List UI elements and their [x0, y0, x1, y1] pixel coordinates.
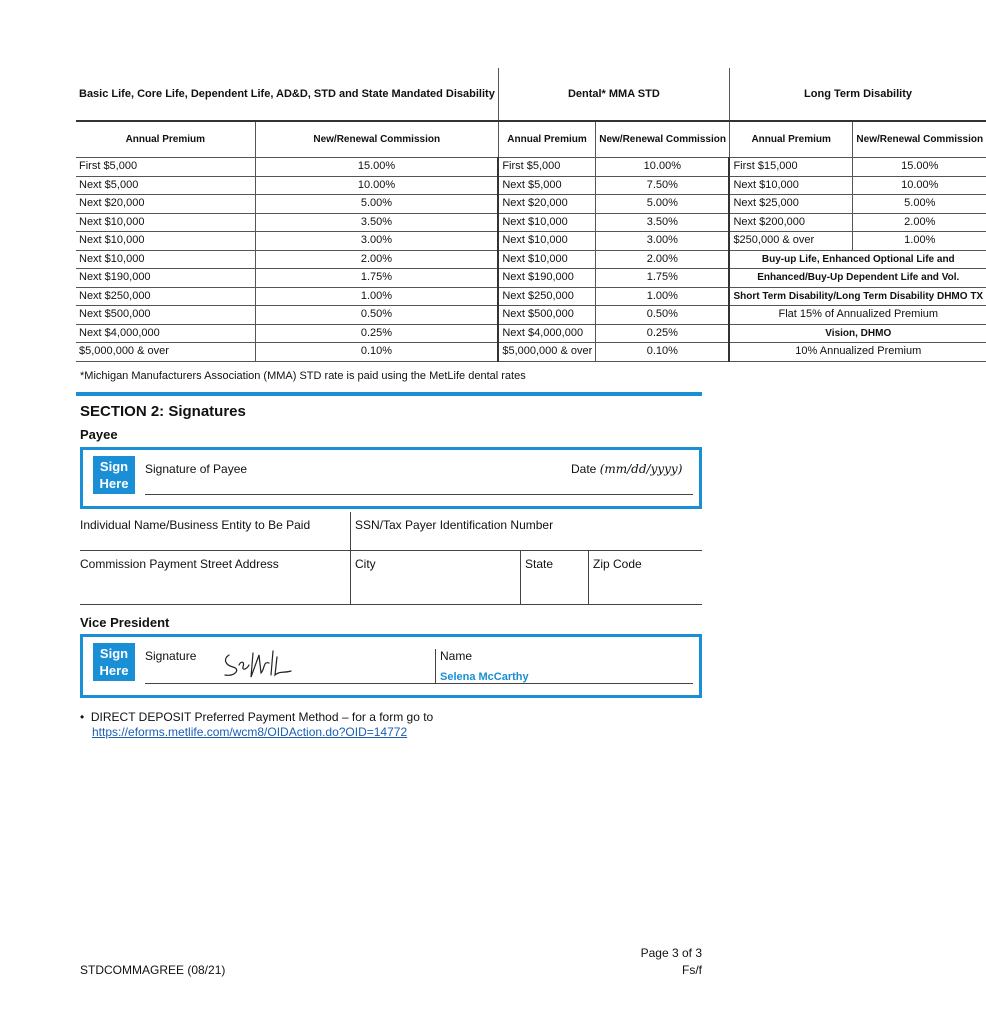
table-cell: Next $250,000 — [76, 287, 255, 306]
table-cell: Next $10,000 — [76, 250, 255, 269]
group-header-basic: Basic Life, Core Life, Dependent Life, AD&D, STD and State Mandated Disability — [76, 68, 498, 121]
direct-deposit-text: DIRECT DEPOSIT Preferred Payment Method – for a form go to — [90, 710, 434, 724]
col-annual-premium-dental: Annual Premium — [498, 121, 595, 158]
table-row — [76, 176, 986, 195]
table-cell: 1.00% — [596, 287, 730, 306]
table-cell: Next $25,000 — [729, 195, 852, 214]
table-cell: 1.75% — [596, 269, 730, 288]
vp-name-value: Selena McCarthy — [440, 671, 529, 683]
table-cell: First $15,000 — [729, 158, 852, 177]
payee-heading: Payee — [80, 427, 118, 442]
vp-heading: Vice President — [80, 615, 170, 630]
payee-address-label: Commission Payment Street Address — [80, 557, 279, 571]
table-cell: 15.00% — [853, 158, 986, 177]
table-cell: Next $500,000 — [498, 306, 595, 325]
grid-divider — [350, 512, 351, 550]
vp-signature-box — [80, 634, 702, 698]
table-column-header-row — [76, 121, 986, 158]
group-header-dental: Dental* MMA STD — [498, 68, 729, 121]
table-cell: 3.00% — [255, 232, 498, 251]
table-cell: Next $10,000 — [498, 250, 595, 269]
table-cell: 2.00% — [853, 213, 986, 232]
payee-address-field[interactable] — [80, 604, 702, 605]
table-row — [76, 158, 986, 177]
table-cell: 3.00% — [596, 232, 730, 251]
ltd-note: Flat 15% of Annualized Premium — [729, 306, 986, 325]
section-2-title: SECTION 2: Signatures — [80, 403, 246, 420]
payee-signature-label: Signature of Payee — [145, 462, 248, 476]
table-cell: 0.25% — [255, 324, 498, 343]
table-cell: 5.00% — [596, 195, 730, 214]
table-cell: Next $4,000,000 — [76, 324, 255, 343]
table-cell: 2.00% — [255, 250, 498, 269]
table-cell: $5,000,000 & over — [498, 343, 595, 362]
col-commission-basic: New/Renewal Commission — [255, 121, 498, 158]
table-cell: 7.50% — [596, 176, 730, 195]
table-row — [76, 324, 986, 343]
table-cell: 1.00% — [853, 232, 986, 251]
table-cell: 0.50% — [596, 306, 730, 325]
table-cell: Next $10,000 — [498, 232, 595, 251]
table-cell: 2.00% — [596, 250, 730, 269]
payee-ssn-label: SSN/Tax Payer Identification Number — [355, 518, 554, 532]
table-cell: 10.00% — [853, 176, 986, 195]
table-cell: $5,000,000 & over — [76, 343, 255, 362]
form-id: STDCOMMAGREE (08/21) — [80, 963, 226, 977]
table-cell: 1.00% — [255, 287, 498, 306]
table-cell: Next $4,000,000 — [498, 324, 595, 343]
table-cell: 10.00% — [596, 158, 730, 177]
table-cell: Next $20,000 — [498, 195, 595, 214]
payee-zip-label: Zip Code — [593, 557, 642, 571]
vp-signature-field[interactable] — [145, 683, 435, 684]
payee-signature-box — [80, 447, 702, 509]
table-row — [76, 250, 986, 269]
table-cell: 1.75% — [255, 269, 498, 288]
payee-date-label — [571, 462, 682, 476]
ltd-note: Vision, DHMO — [729, 324, 986, 343]
col-annual-premium-ltd: Annual Premium — [729, 121, 852, 158]
section-divider — [76, 392, 702, 396]
col-commission-ltd: New/Renewal Commission — [853, 121, 986, 158]
page-number: Page 3 of 3 — [640, 946, 702, 960]
payee-date-format: (mm/dd/yyyy) — [599, 462, 683, 476]
table-cell: 5.00% — [255, 195, 498, 214]
table-cell: 3.50% — [596, 213, 730, 232]
grid-divider — [350, 551, 351, 605]
table-cell: Next $10,000 — [498, 213, 595, 232]
payee-signature-field[interactable] — [145, 494, 573, 495]
table-cell: 0.10% — [255, 343, 498, 362]
ltd-note: Buy-up Life, Enhanced Optional Life and — [729, 250, 986, 269]
table-cell: Next $5,000 — [76, 176, 255, 195]
payee-state-label: State — [525, 557, 554, 571]
vp-name-field[interactable] — [435, 683, 693, 684]
payee-name-label: Individual Name/Business Entity to Be Paid — [80, 518, 311, 532]
dental-footnote: *Michigan Manufacturers Association (MMA) STD rate is paid using the MetLife dental rates — [80, 370, 526, 382]
table-group-header-row — [76, 68, 986, 121]
col-commission-dental: New/Renewal Commission — [596, 121, 730, 158]
vp-signature-label: Signature — [145, 649, 197, 663]
table-cell: Next $190,000 — [498, 269, 595, 288]
table-cell: 0.10% — [596, 343, 730, 362]
table-cell: Next $250,000 — [498, 287, 595, 306]
vp-name-label: Name — [440, 649, 473, 663]
table-cell: 10.00% — [255, 176, 498, 195]
grid-divider — [588, 551, 589, 605]
vp-sign-here-tag: Sign Here — [93, 643, 135, 681]
table-row — [76, 306, 986, 325]
payee-city-label: City — [355, 557, 376, 571]
form-code: Fs/f — [682, 963, 702, 977]
grid-divider — [520, 551, 521, 605]
table-cell: Next $10,000 — [729, 176, 852, 195]
table-cell: Next $10,000 — [76, 232, 255, 251]
commission-table — [76, 68, 986, 362]
table-row — [76, 269, 986, 288]
table-cell: 5.00% — [853, 195, 986, 214]
table-cell: $250,000 & over — [729, 232, 852, 251]
col-annual-premium-basic: Annual Premium — [76, 121, 255, 158]
payee-name-field[interactable] — [80, 550, 702, 551]
table-row — [76, 343, 986, 362]
ltd-note: 10% Annualized Premium — [729, 343, 986, 362]
table-row — [76, 195, 986, 214]
table-row — [76, 232, 986, 251]
table-cell: Next $20,000 — [76, 195, 255, 214]
table-cell: 0.25% — [596, 324, 730, 343]
table-cell: Next $500,000 — [76, 306, 255, 325]
payee-date-label-text: Date — [571, 462, 597, 476]
table-cell: First $5,000 — [498, 158, 595, 177]
bullet-marker: • — [80, 710, 91, 724]
table-cell: First $5,000 — [76, 158, 255, 177]
vp-handwritten-signature — [221, 647, 301, 683]
table-cell: Next $200,000 — [729, 213, 852, 232]
table-cell: 15.00% — [255, 158, 498, 177]
payee-date-field[interactable] — [571, 494, 693, 495]
table-cell: Next $190,000 — [76, 269, 255, 288]
group-header-ltd: Long Term Disability — [804, 87, 913, 100]
table-row — [76, 213, 986, 232]
table-row — [76, 287, 986, 306]
table-cell: Next $10,000 — [76, 213, 255, 232]
table-cell: 3.50% — [255, 213, 498, 232]
table-cell: 0.50% — [255, 306, 498, 325]
ltd-note: Enhanced/Buy-Up Dependent Life and Vol. — [729, 269, 986, 288]
ltd-note: Short Term Disability/Long Term Disability DHMO TX — [729, 287, 986, 306]
vp-divider — [435, 649, 436, 683]
direct-deposit-link[interactable]: https://eforms.metlife.com/wcm8/OIDAction.do?OID=14772 — [92, 725, 408, 739]
table-cell: Next $5,000 — [498, 176, 595, 195]
direct-deposit-bullet — [80, 710, 433, 724]
payee-sign-here-tag: Sign Here — [93, 456, 135, 494]
